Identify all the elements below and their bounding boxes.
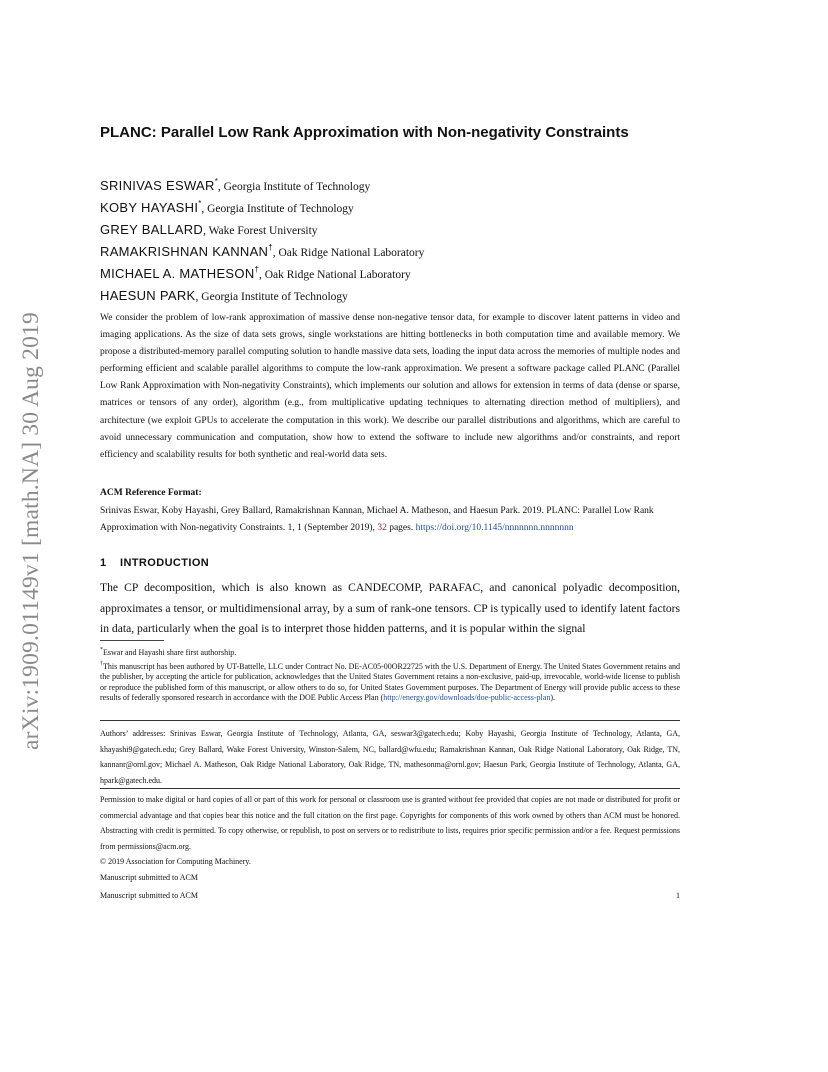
acm-reference-text: Srinivas Eswar, Koby Hayashi, Grey Ballard, Ramakrishnan Kannan, Michael A. Matheson, and Haesun Park. 2019. PLANC: Parallel Low Rank Approximation with Non-negativity Constraints. 1, 1 (September 2019), xyxy=(100,506,654,533)
author-affiliation: , Georgia Institute of Technology xyxy=(195,291,348,303)
author-list xyxy=(100,172,740,304)
page-footer xyxy=(100,891,680,900)
author-name: GREY BALLARD xyxy=(100,222,204,237)
author-mark: * xyxy=(214,177,218,186)
author-affiliation: , Georgia Institute of Technology xyxy=(217,181,371,193)
author-addresses: Authors’ addresses: Srinivas Eswar, Georgia Institute of Technology, Atlanta, GA, seswar3@gatech.edu; Koby Hayashi, Georgia Institute of Technology, Atlanta, GA, khayashi9@gatech.edu; Grey Ballard, Wake Forest University, Winston-Salem, NC, ballard@wfu.edu; Ramakrishnan Kannan, Oak Ridge National Laboratory, Oak Ridge, TN, kannanr@ornl.gov; Michael A. Matheson, Oak Ridge National Laboratory, Oak Ridge, TN, mathesonma@ornl.gov; Haesun Park, Georgia Institute of Technology, Atlanta, GA, hpark@gatech.edu. xyxy=(100,729,680,785)
footnote-1-text: Eswar and Hayashi share first authorship. xyxy=(103,648,237,657)
author-mark: * xyxy=(198,199,202,208)
doe-access-plan-link[interactable]: http://energy.gov/downloads/doe-public-access-plan xyxy=(383,693,551,703)
page-count-link[interactable]: 32 xyxy=(377,523,387,533)
author-name: KOBY HAYASHI xyxy=(100,200,199,215)
author-affiliation: , Oak Ridge National Laboratory xyxy=(272,247,425,259)
footnote-2-text: This manuscript has been authored by UT-Battelle, LLC under Contract No. DE-AC05-00OR22725 with the U.S. Department of Energy. The United States Government retains and the publisher, by accepting the article for publication, acknowledges that the United States Government retains a non-exclusive, paid-up, irrevocable, world-wide license to publish or reproduce the published form of this manuscript, or allow others to do so, for United States Government purposes. The Department of Energy will provide public access to these results of federally sponsored research in accordance with the DOE Public Access Plan ( xyxy=(100,661,680,703)
acm-reference-heading: ACM Reference Format: xyxy=(100,488,202,498)
author-affiliation: , Georgia Institute of Technology xyxy=(201,203,354,215)
author-mark: † xyxy=(254,265,259,274)
author-entry xyxy=(100,238,740,260)
page-number: 1 xyxy=(676,891,680,900)
footnote-1-mark: * xyxy=(100,647,103,653)
footnote-2 xyxy=(100,659,680,704)
permission-text: Permission to make digital or hard copies of all or part of this work for personal or classroom use is granted without fee provided that copies are not made or distributed for profit or commercial advantage and that copies bear this notice and the full citation on the first page. Copyrights for components of this work owned by others than ACM must be honored. Abstracting with credit is permitted. To copy otherwise, or republish, to post on servers or to redistribute to lists, requires prior specific permission and/or a fee. Request permissions from permissions@acm.org. xyxy=(100,795,680,851)
footnote-rule xyxy=(100,640,164,641)
permission-rule xyxy=(100,788,680,789)
footnote-2-end: ). xyxy=(550,693,555,703)
footnotes xyxy=(100,645,680,704)
footnote-1 xyxy=(100,645,680,659)
submitted-line: Manuscript submitted to ACM xyxy=(100,872,198,882)
paper-title: PLANC: Parallel Low Rank Approximation with Non-negativity Constraints xyxy=(100,124,629,141)
section-heading xyxy=(100,557,209,569)
footer-left: Manuscript submitted to ACM xyxy=(100,891,198,900)
author-entry xyxy=(100,216,740,238)
permission-notice xyxy=(100,792,680,885)
author-affiliation: , Wake Forest University xyxy=(203,225,318,237)
author-entry xyxy=(100,172,740,194)
author-name: MICHAEL A. MATHESON xyxy=(100,266,255,281)
author-name: HAESUN PARK xyxy=(100,288,196,303)
addresses-rule xyxy=(100,720,680,721)
acm-reference-pages-suffix: pages. xyxy=(386,523,416,533)
footnote-2-mark: † xyxy=(100,660,103,667)
section-title: INTRODUCTION xyxy=(120,557,210,569)
author-entry xyxy=(100,194,740,216)
section-number: 1 xyxy=(100,557,107,569)
copyright-line: © 2019 Association for Computing Machinery. xyxy=(100,857,251,866)
intro-paragraph: The CP decomposition, which is also known as CANDECOMP, PARAFAC, and canonical polyadic decomposition, approximates a tensor, or multidimensional array, by a sum of rank-one tensors. CP is typically used to identify latent factors in data, particularly when the goal is to interpret those hidden patterns, and it is popular within the signal xyxy=(100,581,680,635)
author-mark: † xyxy=(268,243,273,252)
doi-link[interactable]: https://doi.org/10.1145/nnnnnnn.nnnnnnn xyxy=(415,523,574,533)
acm-reference xyxy=(100,503,680,537)
abstract: We consider the problem of low-rank approximation of massive dense non-negative tensor data, for example to discover latent patterns in video and imaging applications. As the size of data sets grows, single workstations are hitting bottlenecks in both computation time and available memory. We propose a distributed-memory parallel computing solution to handle massive data sets, loading the input data across the memories of multiple nodes and performing efficient and scalable parallel algorithms to compute the low-rank approximation. We present a software package called PLANC (Parallel Low Rank Approximation with Non-negativity Constraints), which implements our solution and allows for extension in terms of data (dense or sparse, matrices or tensors of any order), algorithm (e.g., from multiplicative updating techniques to alternating direction method of multipliers), and architecture (we exploit GPUs to accelerate the computation in this work). We describe our parallel distributions and algorithms, which are careful to avoid unnecessary communication and computation, show how to extend the software to include new algorithms and/or constraints, and report efficiency and scalability results for both synthetic and real-world data sets. xyxy=(100,313,680,460)
author-name: RAMAKRISHNAN KANNAN xyxy=(100,244,269,259)
author-entry xyxy=(100,282,740,304)
author-name: SRINIVAS ESWAR xyxy=(100,178,215,193)
arxiv-stamp: arXiv:1909.01149v1 [math.NA] 30 Aug 2019 xyxy=(18,312,44,750)
author-entry xyxy=(100,260,740,282)
author-affiliation: , Oak Ridge National Laboratory xyxy=(258,269,411,281)
